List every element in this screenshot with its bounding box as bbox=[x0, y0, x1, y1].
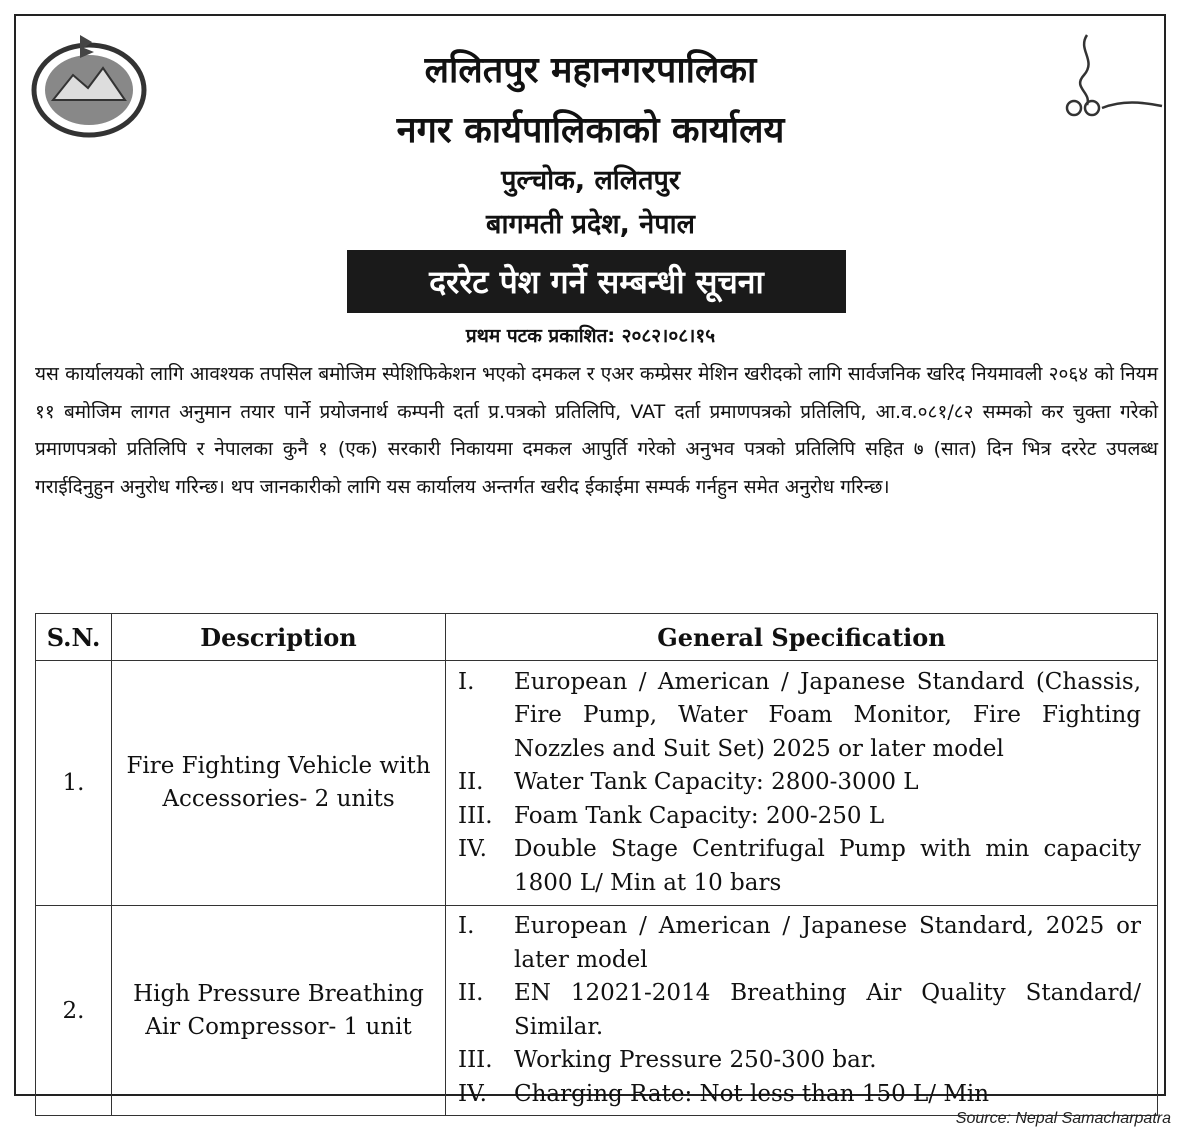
row-specs bbox=[446, 661, 1158, 906]
header-specification: General Specification bbox=[446, 614, 1158, 661]
spec-text: European / American / Japanese Standard, 2025 or later model bbox=[514, 913, 1141, 973]
spec-item bbox=[458, 910, 1141, 977]
spec-text: European / American / Japanese Standard (Chassis, Fire Pump, Water Foam Monitor, Fire Fighting Nozzles and Suit Set) 2025 or later model bbox=[514, 668, 1141, 762]
spec-text: Working Pressure 250-300 bar. bbox=[514, 1047, 877, 1073]
row-sn: 1. bbox=[36, 661, 112, 906]
header-description: Description bbox=[112, 614, 446, 661]
spec-number: I. bbox=[458, 668, 475, 695]
table-header-row bbox=[36, 614, 1158, 661]
spec-number: II. bbox=[458, 980, 484, 1006]
spec-item bbox=[458, 1044, 1141, 1078]
spec-number: III. bbox=[458, 1047, 493, 1073]
spec-number: III. bbox=[458, 802, 493, 829]
publication-date: प्रथम पटक प्रकाशित: २०८२।०८।१५ bbox=[465, 325, 716, 347]
spec-number: II. bbox=[458, 769, 484, 796]
spec-number: IV. bbox=[458, 1080, 487, 1107]
spec-item bbox=[458, 800, 1141, 834]
row-specs bbox=[446, 906, 1158, 1116]
header-sn: S.N. bbox=[36, 614, 112, 661]
spec-text: Water Tank Capacity: 2800-3000 L bbox=[514, 769, 919, 796]
spec-text: EN 12021-2014 Breathing Air Quality Standard/ Similar. bbox=[514, 980, 1141, 1040]
row-description: High Pressure Breathing Air Compressor- 1 unit bbox=[112, 906, 446, 1116]
spec-item bbox=[458, 766, 1141, 800]
spec-text: Foam Tank Capacity: 200-250 L bbox=[514, 802, 885, 829]
spec-text: Double Stage Centrifugal Pump with min capacity 1800 L/ Min at 10 bars bbox=[514, 836, 1141, 896]
table-row bbox=[36, 906, 1158, 1116]
spec-item bbox=[458, 666, 1141, 767]
notice-title-banner: दररेट पेश गर्ने सम्बन्धी सूचना bbox=[347, 250, 846, 313]
spec-item bbox=[458, 977, 1141, 1044]
spec-number: I. bbox=[458, 913, 475, 939]
table-row bbox=[36, 661, 1158, 906]
municipality-name: ललितपुर महानगरपालिका bbox=[424, 50, 757, 91]
row-description: Fire Fighting Vehicle with Accessories- 2 units bbox=[112, 661, 446, 906]
office-address: पुल्चोक, ललितपुर bbox=[501, 165, 680, 196]
notice-body: यस कार्यालयको लागि आवश्यक तपसिल बमोजिम स्पेशिफिकेशन भएको दमकल र एअर कम्प्रेसर मेशिन खरीदको लागि सार्वजनिक खरिद नियमावली २०६४ को नियम ११ बमोजिम लागत अनुमान तयार पार्ने प्रयोजनार्थ कम्पनी दर्ता प्र.पत्रको प्रतिलिपि, VAT दर्ता प्रमाणपत्रको प्रतिलिपि, आ.व.०८१/८२ सम्मको कर चुक्ता गरेको प्रमाणपत्रको प्रतिलिपि र नेपालका कुनै १ (एक) सरकारी निकायमा दमकल आपुर्ति गरेको अनुभव पत्रको प्रतिलिपि सहित ७ (सात) दिन भित्र दररेट उपलब्ध गराईदिनुहुन अनुरोध गरिन्छ। थप जानकारीको लागि यस कार्यालय अन्तर्गत खरीद ईकाईमा सम्पर्क गर्नहुन समेत अनुरोध गरिन्छ। bbox=[35, 363, 1158, 498]
spec-item bbox=[458, 833, 1141, 900]
spec-number: IV. bbox=[458, 836, 487, 863]
row-sn: 2. bbox=[36, 906, 112, 1116]
specification-table bbox=[35, 613, 1158, 1116]
source-credit: Source: Nepal Samacharpatra bbox=[955, 1110, 1171, 1127]
spec-text: Charging Rate: Not less than 150 L/ Min bbox=[514, 1080, 990, 1107]
office-name: नगर कार्यपालिकाको कार्यालय bbox=[396, 110, 785, 151]
spec-item bbox=[458, 1078, 1141, 1112]
province-country: बागमती प्रदेश, नेपाल bbox=[486, 209, 695, 240]
